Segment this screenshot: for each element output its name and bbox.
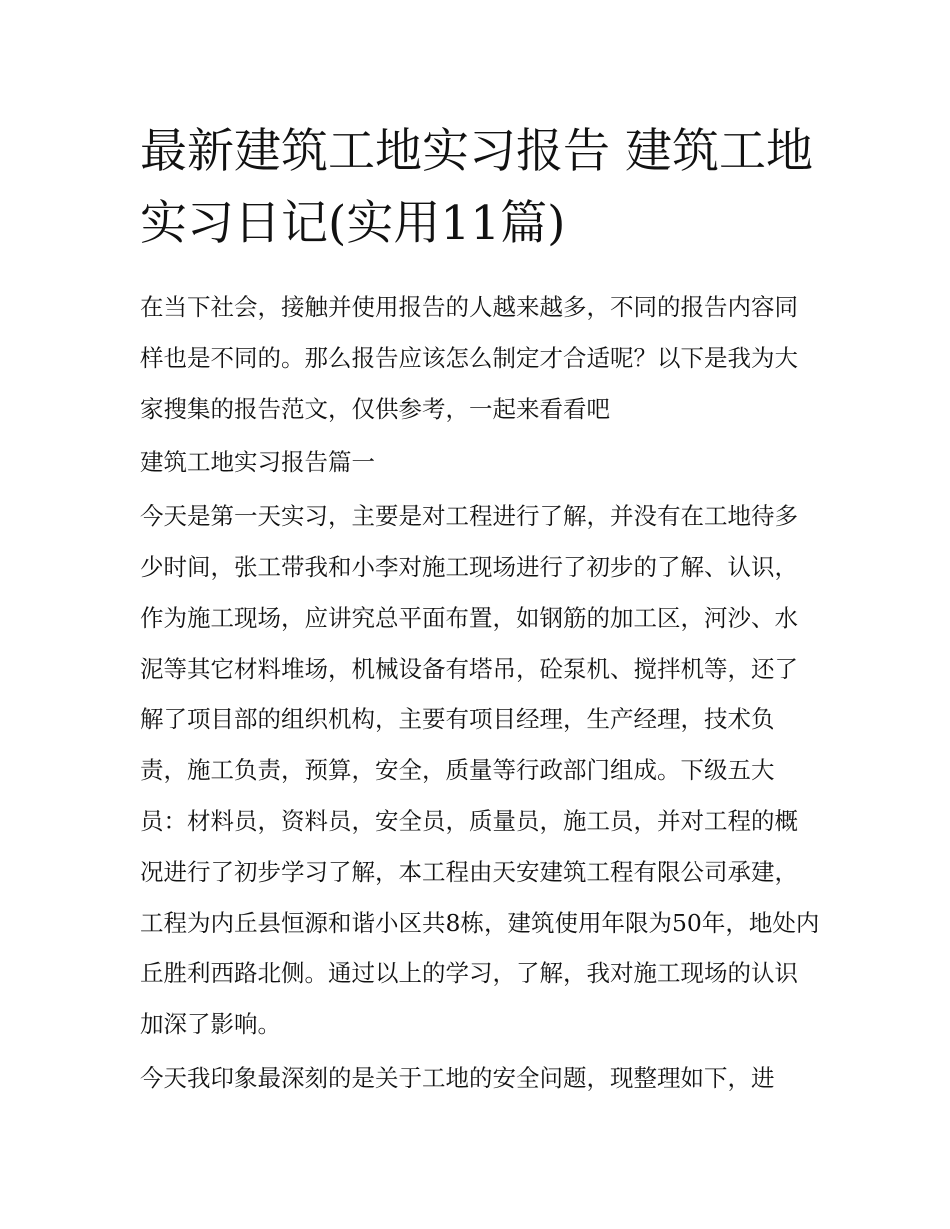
section-heading: 建筑工地实习报告篇一 — [140, 448, 375, 477]
body-paragraph-2: 今天我印象最深刻的是关于工地的安全问题，现整理如下，进 — [140, 1063, 775, 1092]
body-paragraph-1: 今天是第一天实习，主要是对工程进行了解，并没有在工地待多少时间，张工带我和小李对施工现场进行了初步的了解、认识，作为施工现场，应讲究总平面布置，如钢筋的加工区，河沙、水泥等其它材料堆场，机械设备有塔吊，砼泵机、搅拌机等，还了解了项目部的组织机构，主要有项目经理，生产经理，技术负责，施工负责，预算，安全，质量等行政部门组成。下级五大员：材料员，资料员，安全员，质量员，施工员，并对工程的概况进行了初步学习了解，本工程由天安建筑工程有限公司承建，工程为内丘县恒源和谐小区共8栋，建筑使用年限为50年，地处内丘胜利西路北侧。通过以上的学习，了解，我对施工现场的认识加深了影响。 — [140, 502, 820, 1039]
document-body — [140, 282, 820, 1107]
intro-paragraph: 在当下社会，接触并使用报告的人越来越多，不同的报告内容同样也是不同的。那么报告应该怎么制定才合适呢？以下是我为大家搜集的报告范文，仅供参考，一起来看看吧 — [140, 293, 798, 423]
document-title: 最新建筑工地实习报告 建筑工地实习日记(实用11篇) — [140, 124, 813, 251]
